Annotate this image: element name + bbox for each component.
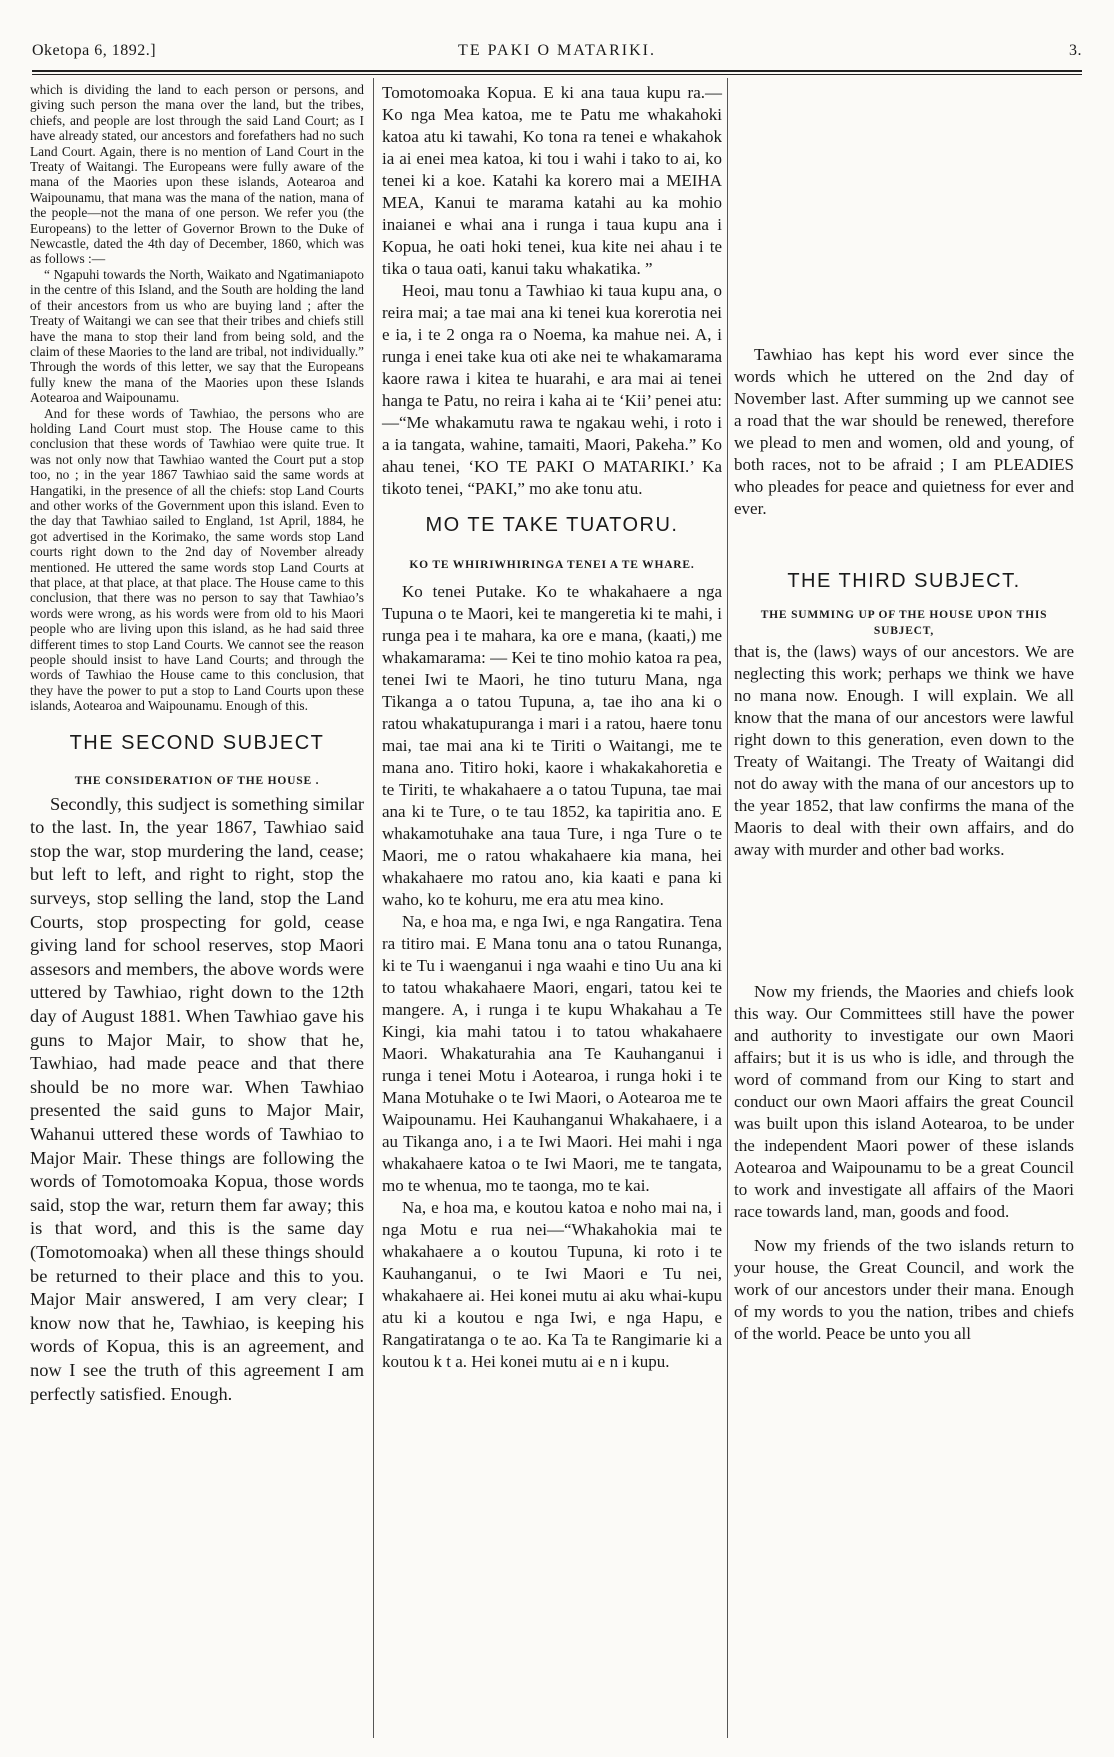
col2-text-bottom <box>382 581 722 1373</box>
column-maori-middle <box>382 82 722 1373</box>
column-english-left <box>30 82 364 1406</box>
col2-paragraph: Na, e hoa ma, e koutou katoa e noho mai na, i nga Motu e rua nei—“Whakahokia mai te whakahaere a o koutou Tupuna, ki roto i te Kauhanganui, o te Iwi Maori e Tu nei, whakahaere ai. Hei konei mutu ai aku whai-kupu atu ki a koutou e nga Iwi, e nga Hapu, e Rangatiratanga o te ao. Ka Ta te Rangimarie ki a koutou k t a. Hei konei mutu ai e n i kupu. <box>382 1198 722 1371</box>
col3-paragraph: Now my friends, the Maories and chiefs look this way. Our Committees still have the power and authority to investigate our own Maori affairs; but it is us who is idle, and through the word of command from our King to start and conduct our own Maori affairs the great Council was built upon this island Aotearoa, to be under the independent Maori power of these islands Aotearoa and Waipounamu to be a great Council to work and investigate all affairs of the Maori race towards land, man, goods and food. <box>734 982 1074 1221</box>
col3-paragraph: that is, the (laws) ways of our ancestors. We are neglecting this work; perhaps we think we have no mana now. Enough. I will explain. We all know that the mana of our ancestors were lawful right down to this generation, even down to the Treaty of Waitangi. The Treaty of Waitangi did not do away with the mana of our ancestors up to the year 1852, that law confirms the mana of the Maoris to deal with their own affairs, and do away with murder and other bad works. <box>734 642 1074 859</box>
column-english-right <box>734 82 1074 1345</box>
col3-text-bottom <box>734 641 1074 1345</box>
page-header <box>32 40 1082 68</box>
subheading-whiriwhiringa: KO TE WHIRIWHIRINGA TENEI A TE WHARE. <box>409 559 695 571</box>
col1-small-text <box>30 82 364 714</box>
section-heading-mo-te-take-tuatoru: MO TE TAKE TUATORU. <box>425 514 679 536</box>
col2-paragraph: Ko tenei Putake. Ko te whakahaere a nga Tupuna o te Maori, kei te mangeretia ki te mahi, i runga pea i te mahara, ka ore e mana, (kaati,) me whakamarama: — Kei te tino mohio katoa ra pea, tenei Iwi te Maori, he tino tuturu Mana, nga Tikanga a o tatou Tupuna, a, tae iho ana ki o ratou whakatupuranga i mari i a ratou, haere tonu mai, tae mai ana ki te Tiriti o Waitangi, me te mana ano. Titiro hoki, kaore i whakakahoretia e te Tiriti, te whakahaere a o tatou Tupuna, tae mai ana ki te Ture, o te tau 1852, ka tapiritia ano. E whakamotuhake ana taua Ture, i nga Ture o te Maori, me o ratou whakahaere kia mana, hei whakahaere mo ratou ano, kia kaati e pana ki waho, ko te kohuru, me era atu mea kino. <box>382 582 722 909</box>
col3-paragraph: Now my friends of the two islands return to your house, the Great Council, and work the work of our ancestors under their mana. Enough of my words to you the nation, tribes and chiefs of the world. Peace be unto you all <box>734 1236 1074 1343</box>
col3-paragraph: Tawhiao has kept his word ever since the words which he uttered on the 2nd day of November last. After summing up we cannot see a road that the war should be renewed, therefore we plead to men and women, old and young, of both races, not to be afraid ; I am PLEADIES who pleades for peace and quietness for ever and ever. <box>734 345 1074 518</box>
header-rule-thick <box>32 70 1082 72</box>
col1-paragraph: which is dividing the land to each person or persons, and giving such person the mana over the land, but the tribes, chiefs, and people are lost through the said Land Court; as I have already stated, our ancestors and forefathers had no such Land Court. Again, there is no mention of Land Court in the Treaty of Waitangi. The Europeans were fully aware of the mana of the Maories upon these islands, Aotearoa and Waipounamu, that mana was the mana of the nation, mana of the people—not the mana of one person. We refer you (the Europeans) to the letter of Governor Brown to the Duke of Newcastle, dated the 4th day of December, 1860, which was as follows :— <box>30 82 364 267</box>
section-heading-third-subject: THE THIRD SUBJECT. <box>787 570 1021 592</box>
column-divider-2 <box>727 78 728 1738</box>
col2-text-top <box>382 82 722 500</box>
issue-date: Oketopa 6, 1892.] <box>32 42 157 59</box>
col1-large-text <box>30 793 364 1406</box>
subheading-summing-up: THE SUMMING UP OF THE HOUSE UPON THIS SUBJECT, <box>760 609 1048 637</box>
header-rule-thin <box>32 74 1082 75</box>
col1-paragraph: “ Ngapuhi towards the North, Waikato and Ngatimaniapoto in the centre of this Island, and the South are holding the land of their ancestors from us who are buying land ; after the Treaty of Waitangi we can see that their tribes and chiefs still have the mana to stop their land from being sold, and the claim of these Maories to the land are tribal, not individually.” Through the words of this letter, we say that the Europeans fully knew the mana of the Maories upon these Islands Aotearoa and Waipounamu. <box>30 266 364 406</box>
col1-paragraph: And for these words of Tawhiao, the persons who are holding Land Court must stop. The House came to this conclusion that these words of Tawhiao were quite true. It was not only now that Tawhiao wanted the Court put a stop too, no ; in the year 1867 Tawhiao said the same words at Hangatiki, in the presence of all the chiefs: stop Land Courts and other works of the Government upon this island. Even to the day that Tawhiao sailed to England, 1st April, 1884, he got advertised in the Korimako, the same words stop Land courts right down to the 2nd day of November already mentioned. He uttered the same words stop Land Courts at that place, at that place, at that place. The House came to this conclusion, that there was no person to say that Tawhiao’s words were wrong, as his words were from old to his Maori people who are living upon this island, as he had said three different times to stop Land Courts. We cannot see the reason people should insist to have Land Courts; and through the words of Tawhiao the House came to this conclusion, that they have the power to put a stop to Land Courts upon these islands, Aotearoa and Waipounamu. Enough of this. <box>30 405 364 714</box>
col2-paragraph: Heoi, mau tonu a Tawhiao ki taua kupu ana, o reira mai; a tae mai ana ki tenei kua korerotia nei e ia, i te 2 onga ra o Noema, ka mahue nei. A, i runga i enei take kua oti ake nei te whakamarama kaore rawa i kitea te huarahi, e ara mai ai tenei hanga te Patu, no reira i kaha ai te ‘Kii’ penei atu:—“Me whakamutu rawa te ngakau wehi, i roto i a ia tangata, wahine, tamaiti, Maori, Pakeha.” Ko ahau tenei, ‘KO TE PAKI O MATARIKI.’ Ka tikoto tenei, “PAKI,” mo ake tonu atu. <box>382 281 722 498</box>
page-number: 3. <box>1069 42 1082 59</box>
col1-paragraph: Secondly, this sudject is something similar to the last. In, the year 1867, Tawhiao said stop the war, stop murdering the land, cease; but left to left, and right to right, stop the surveys, stop selling the land, stop the Land Courts, stop prospecting for gold, cease giving land for school reserves, stop Maori assesors and members, the above words were uttered by Tawhiao, right down to the 12th day of August 1881. When Tawhiao gave his guns to Major Mair, to show that he, Tawhiao, had made peace and that there should be no more war. When Tawhiao presented the said guns to Major Mair, Wahanui uttered these words of Tawhiao to Major Mair. These things are following the words of Tomotomoaka Kopua, those words said, stop the war, return them far away; this is that word, and this is the same day (Tomotomoaka) when all these things should be returned to their place and this to you. Major Mair answered, I am very clear; I know now that he, Tawhiao, is keeping his words of Kopua, this is an agreement, and now I see the truth of this agreement I am perfectly satisfied. Enough. <box>30 793 364 1404</box>
subheading-consideration: THE CONSIDERATION OF THE HOUSE . <box>74 774 320 787</box>
col2-paragraph: Na, e hoa ma, e nga Iwi, e nga Rangatira. Tena ra titiro mai. E Mana tonu ana o tatou Runanga, ki te Tu i waenganui i nga waahi e tino Uu ana ki to tatou whakahaere Maori, engari, tatou kei te mangere. A, i runga i te kupu Whakahau a Te Kingi, kia mahi tatou i to tatou whakahaere Maori. Whakaturahia ana Te Kauhanganui i runga i tenei Motu i Aotearoa, i runga hoki i te Mana Motuhake o te Iwi Maori, o Aotearoa me te Waipounamu. Hei Kauhanganui Whakahaere, i a au Tikanga ano, i a te Iwi Maori. Hei mahi i nga whakahaere katoa o te Iwi Maori, me te tangata, mo te whenua, mo te taonga, mo te kai. <box>382 912 722 1195</box>
section-heading-second-subject: THE SECOND SUBJECT <box>69 731 325 754</box>
column-divider-1 <box>373 78 374 1738</box>
col3-text-top <box>734 344 1074 520</box>
col2-paragraph: Tomotomoaka Kopua. E ki ana taua kupu ra.— Ko nga Mea katoa, me te Patu me whakahoki katoa atu ki tawahi, Ko tona ra tenei e whakahok ia ai enei mea katoa, ki tou i wahi i tako to ai, ko tenei ki a koe. Katahi ka korero mai a MEIHA MEA, Kanui te marama katahi au ka mohio inaianei e whai ana i runga i taua kupu ana i Kopua, he oati hoki tenei, kua kite nei ahau i te tika o taua oati, kanui taku whakatika. ” <box>382 83 722 278</box>
newspaper-title: TE PAKI O MATARIKI. <box>458 42 656 59</box>
